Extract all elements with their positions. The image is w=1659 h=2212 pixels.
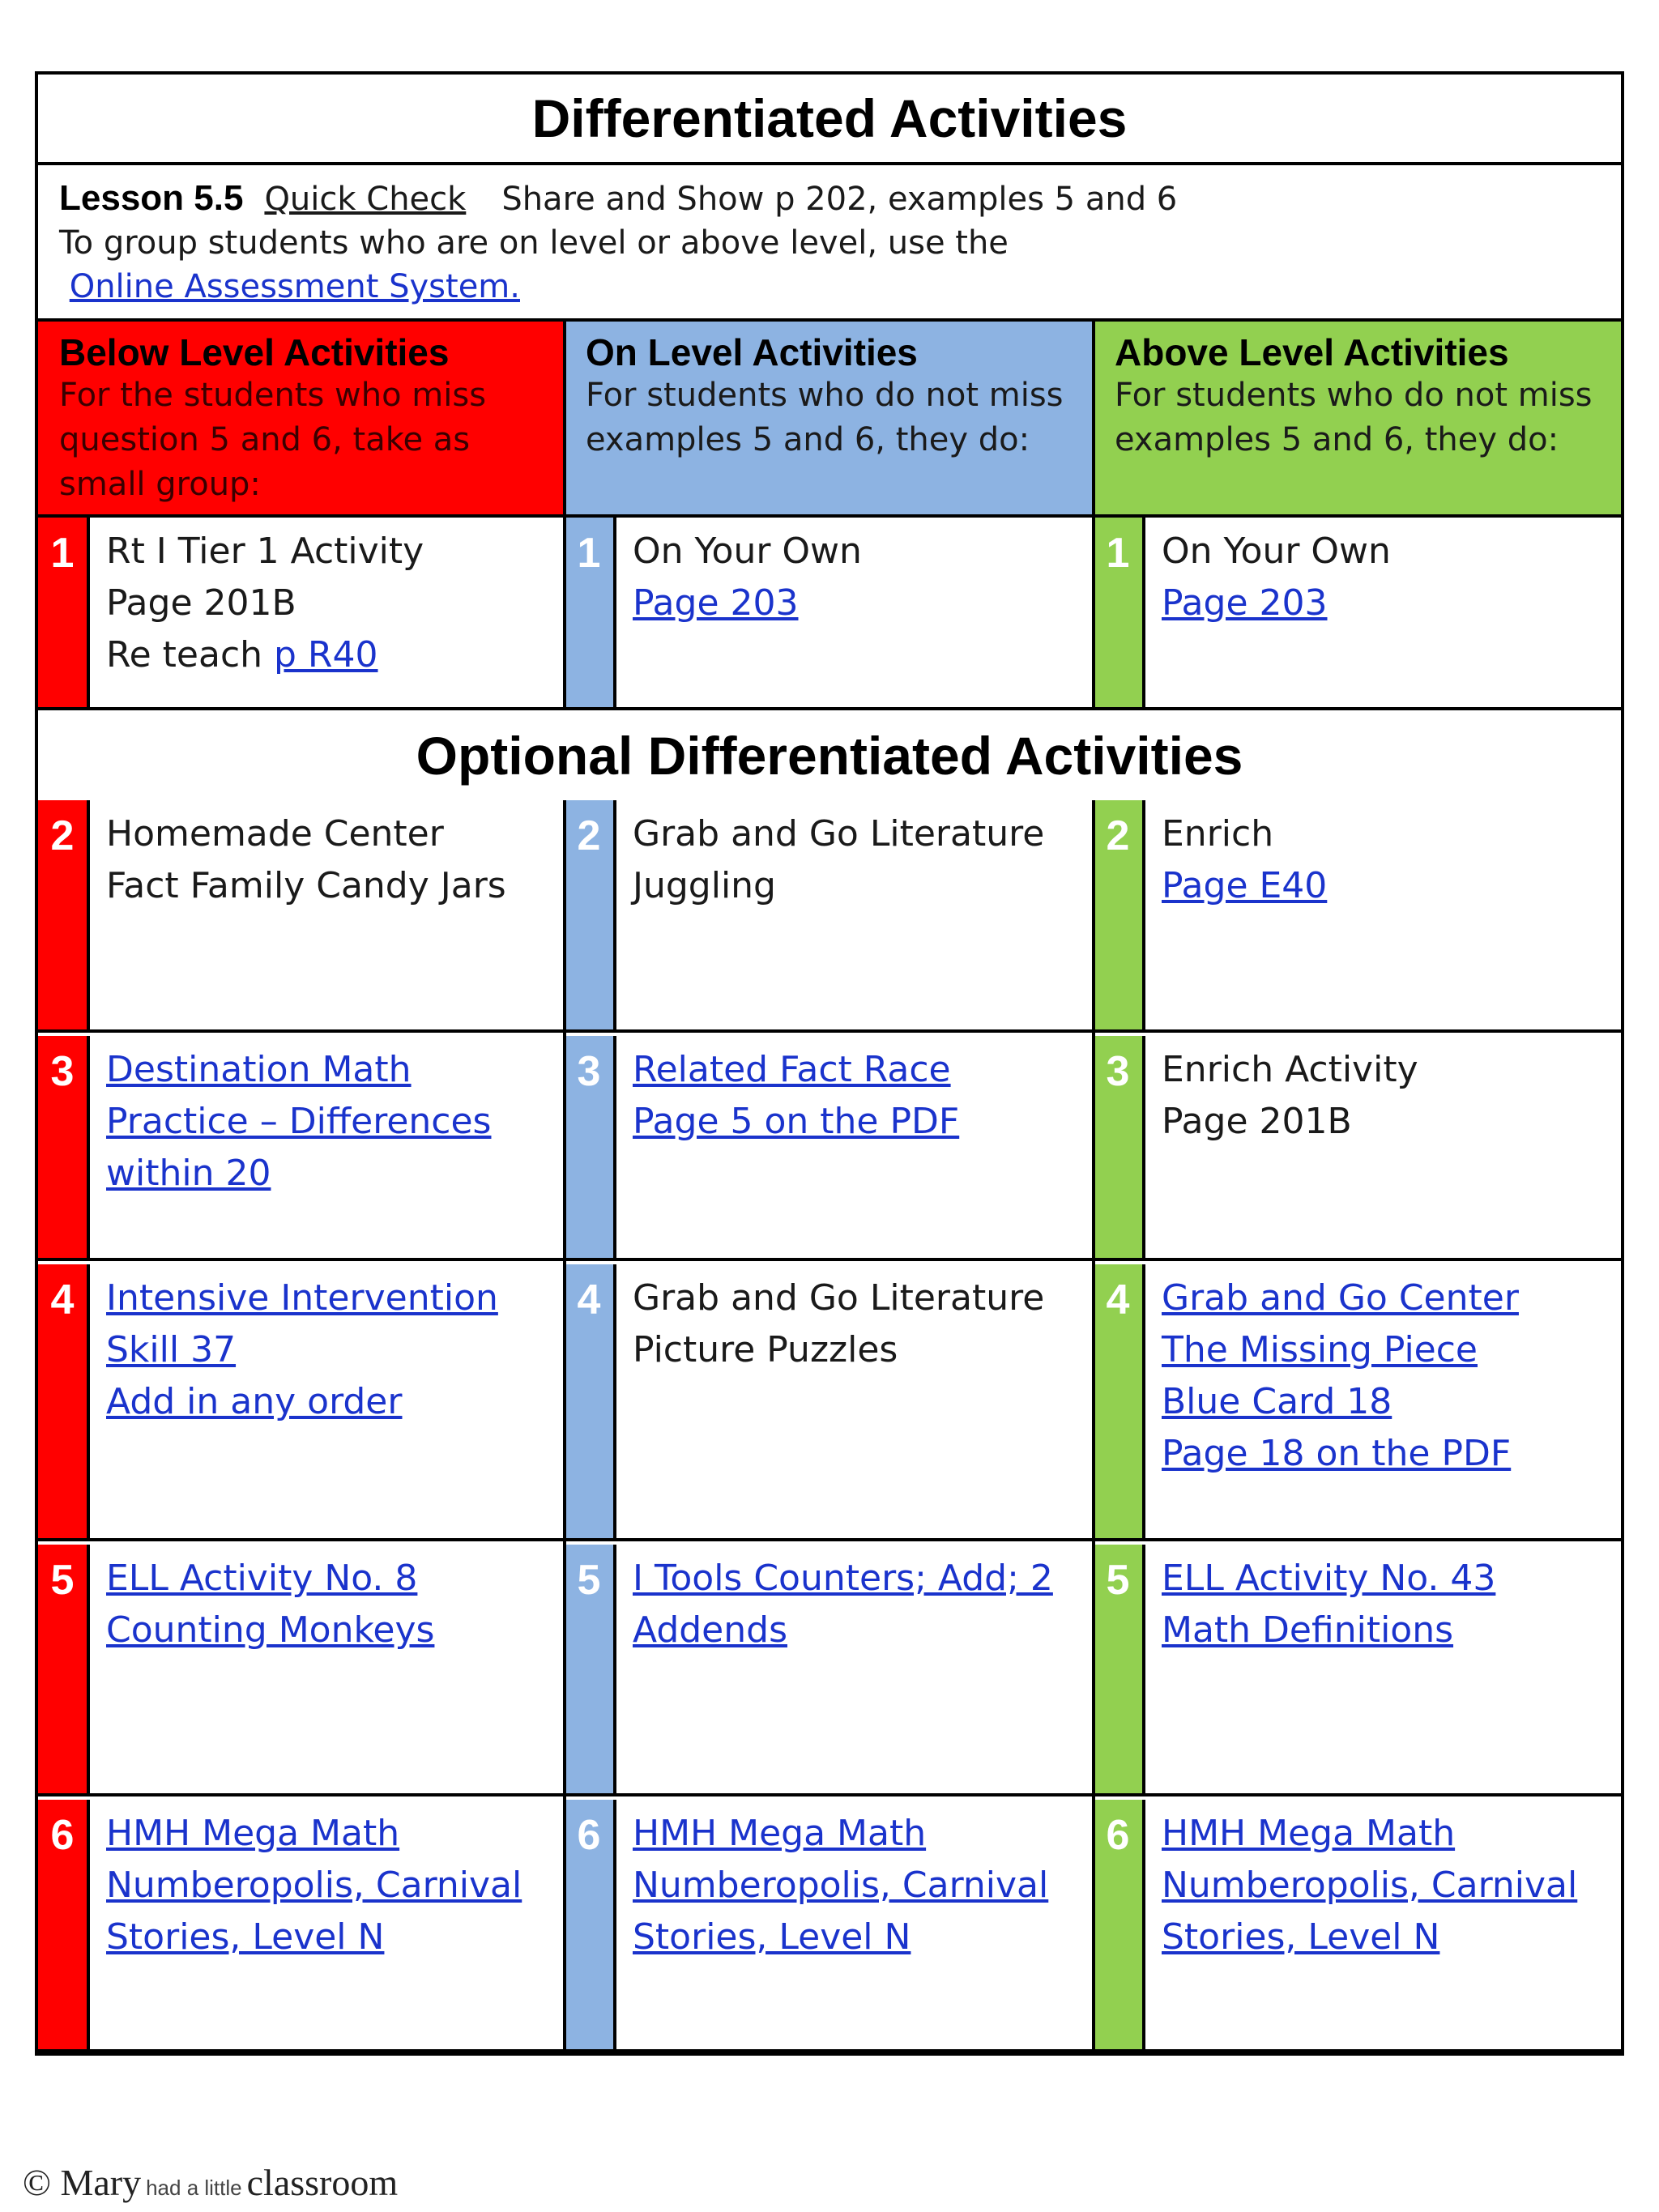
- activity-cell: [1162, 526, 1608, 629]
- footer-small-text: had a little: [146, 2176, 242, 2200]
- activity-link[interactable]: Add in any order: [106, 1381, 403, 1422]
- activity-line: [1162, 1428, 1608, 1480]
- activity-line: [1162, 578, 1608, 629]
- cell-divider: [87, 1036, 90, 1261]
- activity-link[interactable]: Numberopolis, Carnival: [106, 1865, 522, 1906]
- cell-divider: [1142, 1800, 1145, 2052]
- row-number: 1: [577, 530, 601, 577]
- activity-line: [106, 1553, 552, 1605]
- lesson-info: [38, 165, 1621, 322]
- activity-line: [633, 1553, 1081, 1605]
- activity-line: [633, 1324, 1081, 1376]
- activity-text: Homemade Center: [106, 813, 444, 855]
- activity-cell: [633, 526, 1081, 629]
- cell-divider: [1142, 518, 1145, 710]
- activity-cell: [1162, 1044, 1608, 1148]
- activity-link[interactable]: Blue Card 18: [1162, 1381, 1392, 1422]
- activity-line: [1162, 1553, 1608, 1605]
- activity-link[interactable]: HMH Mega Math: [633, 1813, 927, 1854]
- cell-divider: [1142, 800, 1145, 1033]
- activity-line: [106, 526, 552, 578]
- cell-divider: [1142, 1545, 1145, 1796]
- activity-line: [106, 1324, 552, 1376]
- activity-link[interactable]: Page 18 on the PDF: [1162, 1433, 1512, 1474]
- activity-link[interactable]: p R40: [274, 634, 378, 676]
- activity-link[interactable]: Destination Math: [106, 1049, 412, 1090]
- activity-text: Grab and Go Literature: [633, 1277, 1045, 1319]
- cell-divider: [1142, 1264, 1145, 1541]
- activity-link[interactable]: Skill 37: [106, 1329, 237, 1370]
- row-number: 3: [577, 1048, 601, 1095]
- cell-divider: [613, 518, 616, 710]
- activity-line: [1162, 1272, 1608, 1324]
- activity-cell: [1162, 808, 1608, 912]
- activity-link[interactable]: within 20: [106, 1153, 271, 1194]
- row-number: 4: [50, 1276, 75, 1323]
- activity-text: On Your Own: [1162, 531, 1391, 572]
- activity-link[interactable]: I Tools Counters; Add; 2: [633, 1558, 1053, 1599]
- activity-cell: [106, 526, 552, 681]
- activity-cell: [106, 808, 552, 912]
- activity-line: [633, 1808, 1081, 1860]
- page-title: Differentiated Activities: [38, 75, 1621, 165]
- footer-classroom: classroom: [246, 2162, 399, 2203]
- row-number: 6: [1106, 1812, 1130, 1859]
- cell-divider: [87, 518, 90, 710]
- activity-link[interactable]: Math Definitions: [1162, 1609, 1454, 1651]
- below-level-description: For the students who miss question 5 and 6, take as small group:: [59, 377, 487, 503]
- activity-line: [633, 860, 1081, 912]
- activity-cell: [106, 1272, 552, 1428]
- row-number: 4: [577, 1276, 601, 1323]
- group-instructions: To group students who are on level or above level, use the: [59, 224, 1009, 262]
- activity-line: [633, 1912, 1081, 1963]
- activity-text: Page 201B: [106, 582, 296, 624]
- activity-text: Enrich Activity: [1162, 1049, 1418, 1090]
- activity-line: [633, 1044, 1081, 1096]
- below-level-header: [38, 322, 565, 518]
- activity-line: [1162, 860, 1608, 912]
- activity-line: [1162, 808, 1608, 860]
- row-number: 1: [1106, 530, 1130, 577]
- column-divider: [563, 800, 566, 2052]
- activity-line: [106, 860, 552, 912]
- activity-cell: [1162, 1808, 1608, 1963]
- cell-divider: [87, 1800, 90, 2052]
- above-level-header: [1094, 322, 1621, 518]
- activity-link[interactable]: Page 5 on the PDF: [633, 1101, 960, 1142]
- online-assessment-link[interactable]: Online Assessment System.: [69, 268, 520, 305]
- activity-text: Rt I Tier 1 Activity: [106, 531, 424, 572]
- row-number: 5: [1106, 1557, 1130, 1604]
- optional-title: Optional Differentiated Activities: [416, 725, 1243, 786]
- on-level-header: [565, 322, 1094, 518]
- cell-divider: [87, 1264, 90, 1541]
- activity-line: [1162, 1044, 1608, 1096]
- activity-line: [1162, 1912, 1608, 1963]
- activity-link[interactable]: HMH Mega Math: [1162, 1813, 1456, 1854]
- cell-divider: [613, 1800, 616, 2052]
- row-divider: [38, 1029, 1621, 1033]
- activity-line: [633, 526, 1081, 578]
- column-divider: [1092, 322, 1095, 710]
- cell-divider: [87, 800, 90, 1033]
- activity-link[interactable]: Intensive Intervention: [106, 1277, 498, 1319]
- activity-line: [106, 1376, 552, 1428]
- activity-text: Re teach: [106, 634, 275, 676]
- activity-link[interactable]: The Missing Piece: [1162, 1329, 1478, 1370]
- activity-link[interactable]: HMH Mega Math: [106, 1813, 400, 1854]
- activity-line: [633, 1605, 1081, 1656]
- row-number: 5: [577, 1557, 601, 1604]
- activity-link[interactable]: Numberopolis, Carnival: [633, 1865, 1049, 1906]
- activity-link[interactable]: ELL Activity No. 43: [1162, 1558, 1496, 1599]
- activity-text: Juggling: [633, 865, 776, 906]
- activity-text: On Your Own: [633, 531, 862, 572]
- activity-cell: [106, 1044, 552, 1200]
- activity-line: [106, 1912, 552, 1963]
- activity-line: [633, 808, 1081, 860]
- row-number: 2: [577, 812, 601, 859]
- activity-cell: [633, 808, 1081, 912]
- activity-text: Picture Puzzles: [633, 1329, 898, 1370]
- row-number: 6: [50, 1812, 75, 1859]
- row-divider: [38, 1538, 1621, 1541]
- activity-link[interactable]: Page 203: [1162, 582, 1328, 624]
- activity-link[interactable]: ELL Activity No. 8: [106, 1558, 418, 1599]
- activity-cell: [1162, 1553, 1608, 1656]
- activity-cell: [633, 1808, 1081, 1963]
- activity-text: Page 201B: [1162, 1101, 1352, 1142]
- activity-text: Grab and Go Literature: [633, 813, 1045, 855]
- lesson-title: Lesson 5.5: [59, 178, 244, 218]
- share-show-text: Share and Show p 202, examples 5 and 6: [501, 181, 1178, 218]
- column-divider: [1092, 800, 1095, 2052]
- activity-line: [106, 1272, 552, 1324]
- on-level-heading: On Level Activities: [586, 331, 918, 373]
- row-number: 6: [577, 1812, 601, 1859]
- activity-link[interactable]: Practice – Differences: [106, 1101, 492, 1142]
- activity-link[interactable]: Addends: [633, 1609, 787, 1651]
- row-number: 5: [50, 1557, 75, 1604]
- activity-line: [1162, 1096, 1608, 1148]
- activity-line: [633, 1096, 1081, 1148]
- activity-link[interactable]: Stories, Level N: [106, 1916, 385, 1958]
- activity-cell: [633, 1553, 1081, 1656]
- activity-link[interactable]: Stories, Level N: [1162, 1916, 1440, 1958]
- activity-line: [106, 1096, 552, 1148]
- activity-line: [106, 808, 552, 860]
- activity-link[interactable]: Counting Monkeys: [106, 1609, 435, 1651]
- activity-line: [106, 1148, 552, 1200]
- copyright-footer: [23, 2161, 398, 2204]
- activity-line: [633, 1860, 1081, 1912]
- activity-link[interactable]: Numberopolis, Carnival: [1162, 1865, 1578, 1906]
- cell-divider: [613, 800, 616, 1033]
- activity-line: [1162, 1808, 1608, 1860]
- activity-cell: [1162, 1272, 1608, 1480]
- activity-cell: [106, 1808, 552, 1963]
- below-level-heading: Below Level Activities: [59, 331, 450, 373]
- activity-text: Fact Family Candy Jars: [106, 865, 506, 906]
- activity-link[interactable]: Grab and Go Center: [1162, 1277, 1519, 1319]
- activity-line: [106, 1860, 552, 1912]
- row-divider: [38, 1793, 1621, 1796]
- quick-check-label: Quick Check: [264, 181, 467, 218]
- activity-link[interactable]: Related Fact Race: [633, 1049, 951, 1090]
- cell-divider: [1142, 1036, 1145, 1261]
- activity-cell: [633, 1044, 1081, 1148]
- activity-cell: [633, 1272, 1081, 1376]
- activity-line: [633, 1272, 1081, 1324]
- row-divider: [38, 1258, 1621, 1261]
- activity-line: [1162, 1860, 1608, 1912]
- cell-divider: [613, 1264, 616, 1541]
- activity-line: [1162, 1324, 1608, 1376]
- activity-text: Enrich: [1162, 813, 1274, 855]
- row-number: 4: [1106, 1276, 1130, 1323]
- footer-copyright: © Mary: [23, 2162, 142, 2203]
- row-number: 3: [50, 1048, 75, 1095]
- activity-link[interactable]: Stories, Level N: [633, 1916, 911, 1958]
- activity-line: [106, 578, 552, 629]
- activities-sheet: [35, 71, 1624, 2056]
- activity-link[interactable]: Page E40: [1162, 865, 1328, 906]
- above-level-description: For students who do not miss examples 5 and 6, they do:: [1115, 377, 1593, 458]
- row-divider: [38, 2049, 1621, 2052]
- activity-line: [106, 1044, 552, 1096]
- activity-line: [1162, 1376, 1608, 1428]
- row-number: 2: [50, 812, 75, 859]
- activity-line: [106, 1808, 552, 1860]
- activity-line: [106, 1605, 552, 1656]
- row-number: 3: [1106, 1048, 1130, 1095]
- cell-divider: [87, 1545, 90, 1796]
- activity-line: [633, 578, 1081, 629]
- activity-line: [1162, 1605, 1608, 1656]
- activity-link[interactable]: Page 203: [633, 582, 799, 624]
- row-number: 2: [1106, 812, 1130, 859]
- on-level-description: For students who do not miss examples 5 and 6, they do:: [586, 377, 1064, 458]
- row-divider: [38, 707, 1621, 710]
- above-level-heading: Above Level Activities: [1115, 331, 1509, 373]
- cell-divider: [613, 1545, 616, 1796]
- activity-cell: [106, 1553, 552, 1656]
- row-number: 1: [50, 530, 75, 577]
- activity-line: [1162, 526, 1608, 578]
- cell-divider: [613, 1036, 616, 1261]
- activity-line: [106, 629, 552, 681]
- column-divider: [563, 322, 566, 710]
